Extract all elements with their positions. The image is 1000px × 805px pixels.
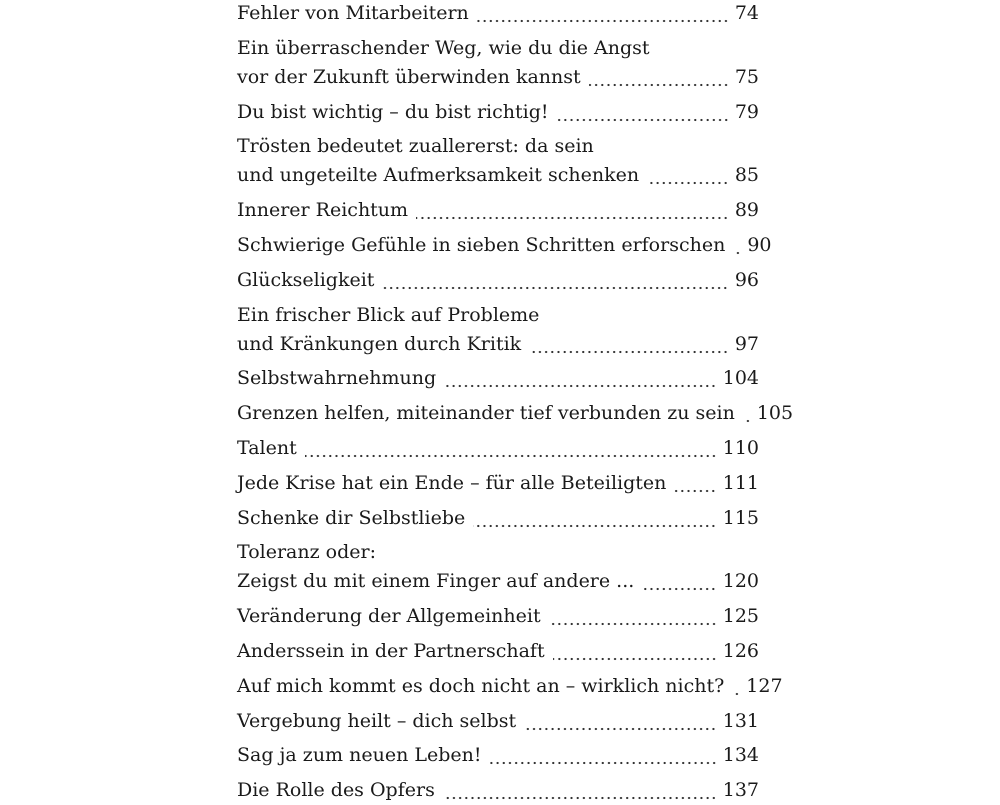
toc-entry-title: Anderssein in der Partnerschaft (237, 639, 545, 662)
toc-page-number: 85 (734, 164, 759, 187)
dot-leader (589, 63, 729, 92)
toc-entry (237, 266, 759, 295)
toc-entry (237, 538, 759, 596)
dot-leader (642, 567, 716, 596)
toc-entry-title: Zeigst du mit einem Finger auf andere ... (237, 570, 635, 593)
dot-leader (444, 364, 717, 393)
toc-entry-title: Auf mich kommt es doch nicht an – wirklich nicht? (237, 674, 725, 697)
toc-entry-title: Du bist wichtig – du bist richtig! (237, 100, 549, 123)
toc-page-number: 137 (722, 779, 759, 802)
toc-line (237, 196, 759, 225)
toc-page-number: 75 (734, 65, 759, 88)
toc-entry-title: Die Rolle des Opfers (237, 779, 435, 802)
toc-page-number: 90 (747, 233, 772, 256)
dot-leader (490, 741, 717, 770)
toc-line (237, 469, 759, 498)
toc-entry-title: Grenzen helfen, miteinander tief verbunden zu sein (237, 402, 735, 425)
toc-line (237, 63, 759, 92)
toc-line (237, 330, 759, 359)
dot-leader (549, 602, 717, 631)
dot-leader (382, 266, 728, 295)
toc-page-number: 97 (734, 332, 759, 355)
toc-entry (237, 301, 759, 359)
toc-page-number: 104 (722, 367, 759, 390)
toc-entry (237, 637, 759, 666)
toc-entry (237, 196, 759, 225)
dot-leader (733, 231, 741, 260)
toc-line (237, 399, 794, 428)
toc-line (237, 161, 759, 190)
toc-entry-title: Veränderung der Allgemeinheit (237, 605, 541, 628)
toc-page-number: 74 (734, 2, 759, 24)
toc-line (237, 434, 759, 463)
toc-line (237, 132, 759, 161)
dot-leader (647, 161, 729, 190)
toc-entry (237, 469, 759, 498)
dot-leader (416, 196, 729, 225)
toc-page-number: 79 (734, 100, 759, 123)
toc-entry (237, 399, 794, 428)
toc-entry (237, 34, 759, 92)
dot-leader (524, 707, 717, 736)
toc-line (237, 0, 759, 28)
dot-leader (473, 504, 717, 533)
toc-page-number: 131 (722, 709, 759, 732)
toc-entry-title: Selbstwahrnehmung (237, 367, 437, 390)
toc-entry-title: Talent (237, 436, 297, 459)
toc-page-number: 125 (722, 605, 759, 628)
dot-leader (732, 672, 740, 701)
toc-line (237, 98, 759, 127)
toc-entry (237, 602, 759, 631)
toc-line (237, 602, 759, 631)
toc-entry-title: Fehler von Mitarbeitern (237, 2, 469, 24)
dot-leader (477, 0, 729, 28)
toc-entry (237, 231, 772, 260)
toc-entry (237, 132, 759, 190)
toc-line (237, 301, 759, 330)
toc-page-number: 134 (722, 744, 759, 767)
toc-page-number: 105 (756, 402, 794, 425)
dot-leader (529, 330, 729, 359)
toc-entry (237, 741, 759, 770)
dot-leader (553, 637, 717, 666)
toc-entry (237, 364, 759, 393)
toc-entry-title: Schenke dir Selbstliebe (237, 506, 466, 529)
toc-entry (237, 0, 759, 28)
toc-page-number: 111 (722, 471, 759, 494)
toc-entry (237, 504, 759, 533)
toc-entry-title: Jede Krise hat ein Ende – für alle Beteiligten (237, 471, 667, 494)
toc-line (237, 231, 772, 260)
toc-line (237, 266, 759, 295)
toc-page-number: 96 (734, 268, 759, 291)
toc-page-number: 126 (722, 639, 759, 662)
toc-entry-title: Innerer Reichtum (237, 199, 409, 222)
toc-page-number: 89 (734, 199, 759, 222)
toc-entry-title: Ein frischer Blick auf Probleme (237, 303, 540, 326)
toc-line (237, 776, 759, 805)
toc-line (237, 504, 759, 533)
toc-page-number: 127 (746, 674, 783, 697)
toc-entry (237, 707, 759, 736)
toc-page-number: 120 (722, 570, 759, 593)
toc-entry-title: und Kränkungen durch Kritik (237, 332, 522, 355)
toc-line (237, 707, 759, 736)
dot-leader (674, 469, 716, 498)
table-of-contents (237, 0, 794, 805)
toc-line (237, 741, 759, 770)
toc-entry-title: Trösten bedeutet zuallererst: da sein (237, 135, 594, 158)
toc-entry-title: Schwierige Gefühle in sieben Schritten erforschen (237, 233, 726, 256)
dot-leader (443, 776, 717, 805)
toc-line (237, 34, 759, 63)
toc-entry (237, 776, 759, 805)
dot-leader (305, 434, 717, 463)
dot-leader (557, 98, 729, 127)
toc-entry (237, 434, 759, 463)
toc-entry-title: Glückseligkeit (237, 268, 375, 291)
toc-entry (237, 98, 759, 127)
toc-line (237, 538, 759, 567)
toc-page-number: 115 (722, 506, 759, 529)
toc-entry-title: Sag ja zum neuen Leben! (237, 744, 482, 767)
toc-entry (237, 672, 783, 701)
dot-leader (743, 399, 751, 428)
toc-entry-title: Toleranz oder: (237, 541, 376, 564)
toc-page-number: 110 (722, 436, 759, 459)
toc-line (237, 672, 783, 701)
toc-entry-title: Ein überraschender Weg, wie du die Angst (237, 36, 650, 59)
toc-entry-title: vor der Zukunft überwinden kannst (237, 65, 581, 88)
toc-line (237, 364, 759, 393)
toc-line (237, 637, 759, 666)
toc-line (237, 567, 759, 596)
toc-entry-title: Vergebung heilt – dich selbst (237, 709, 517, 732)
toc-entry-title: und ungeteilte Aufmerksamkeit schenken (237, 164, 640, 187)
